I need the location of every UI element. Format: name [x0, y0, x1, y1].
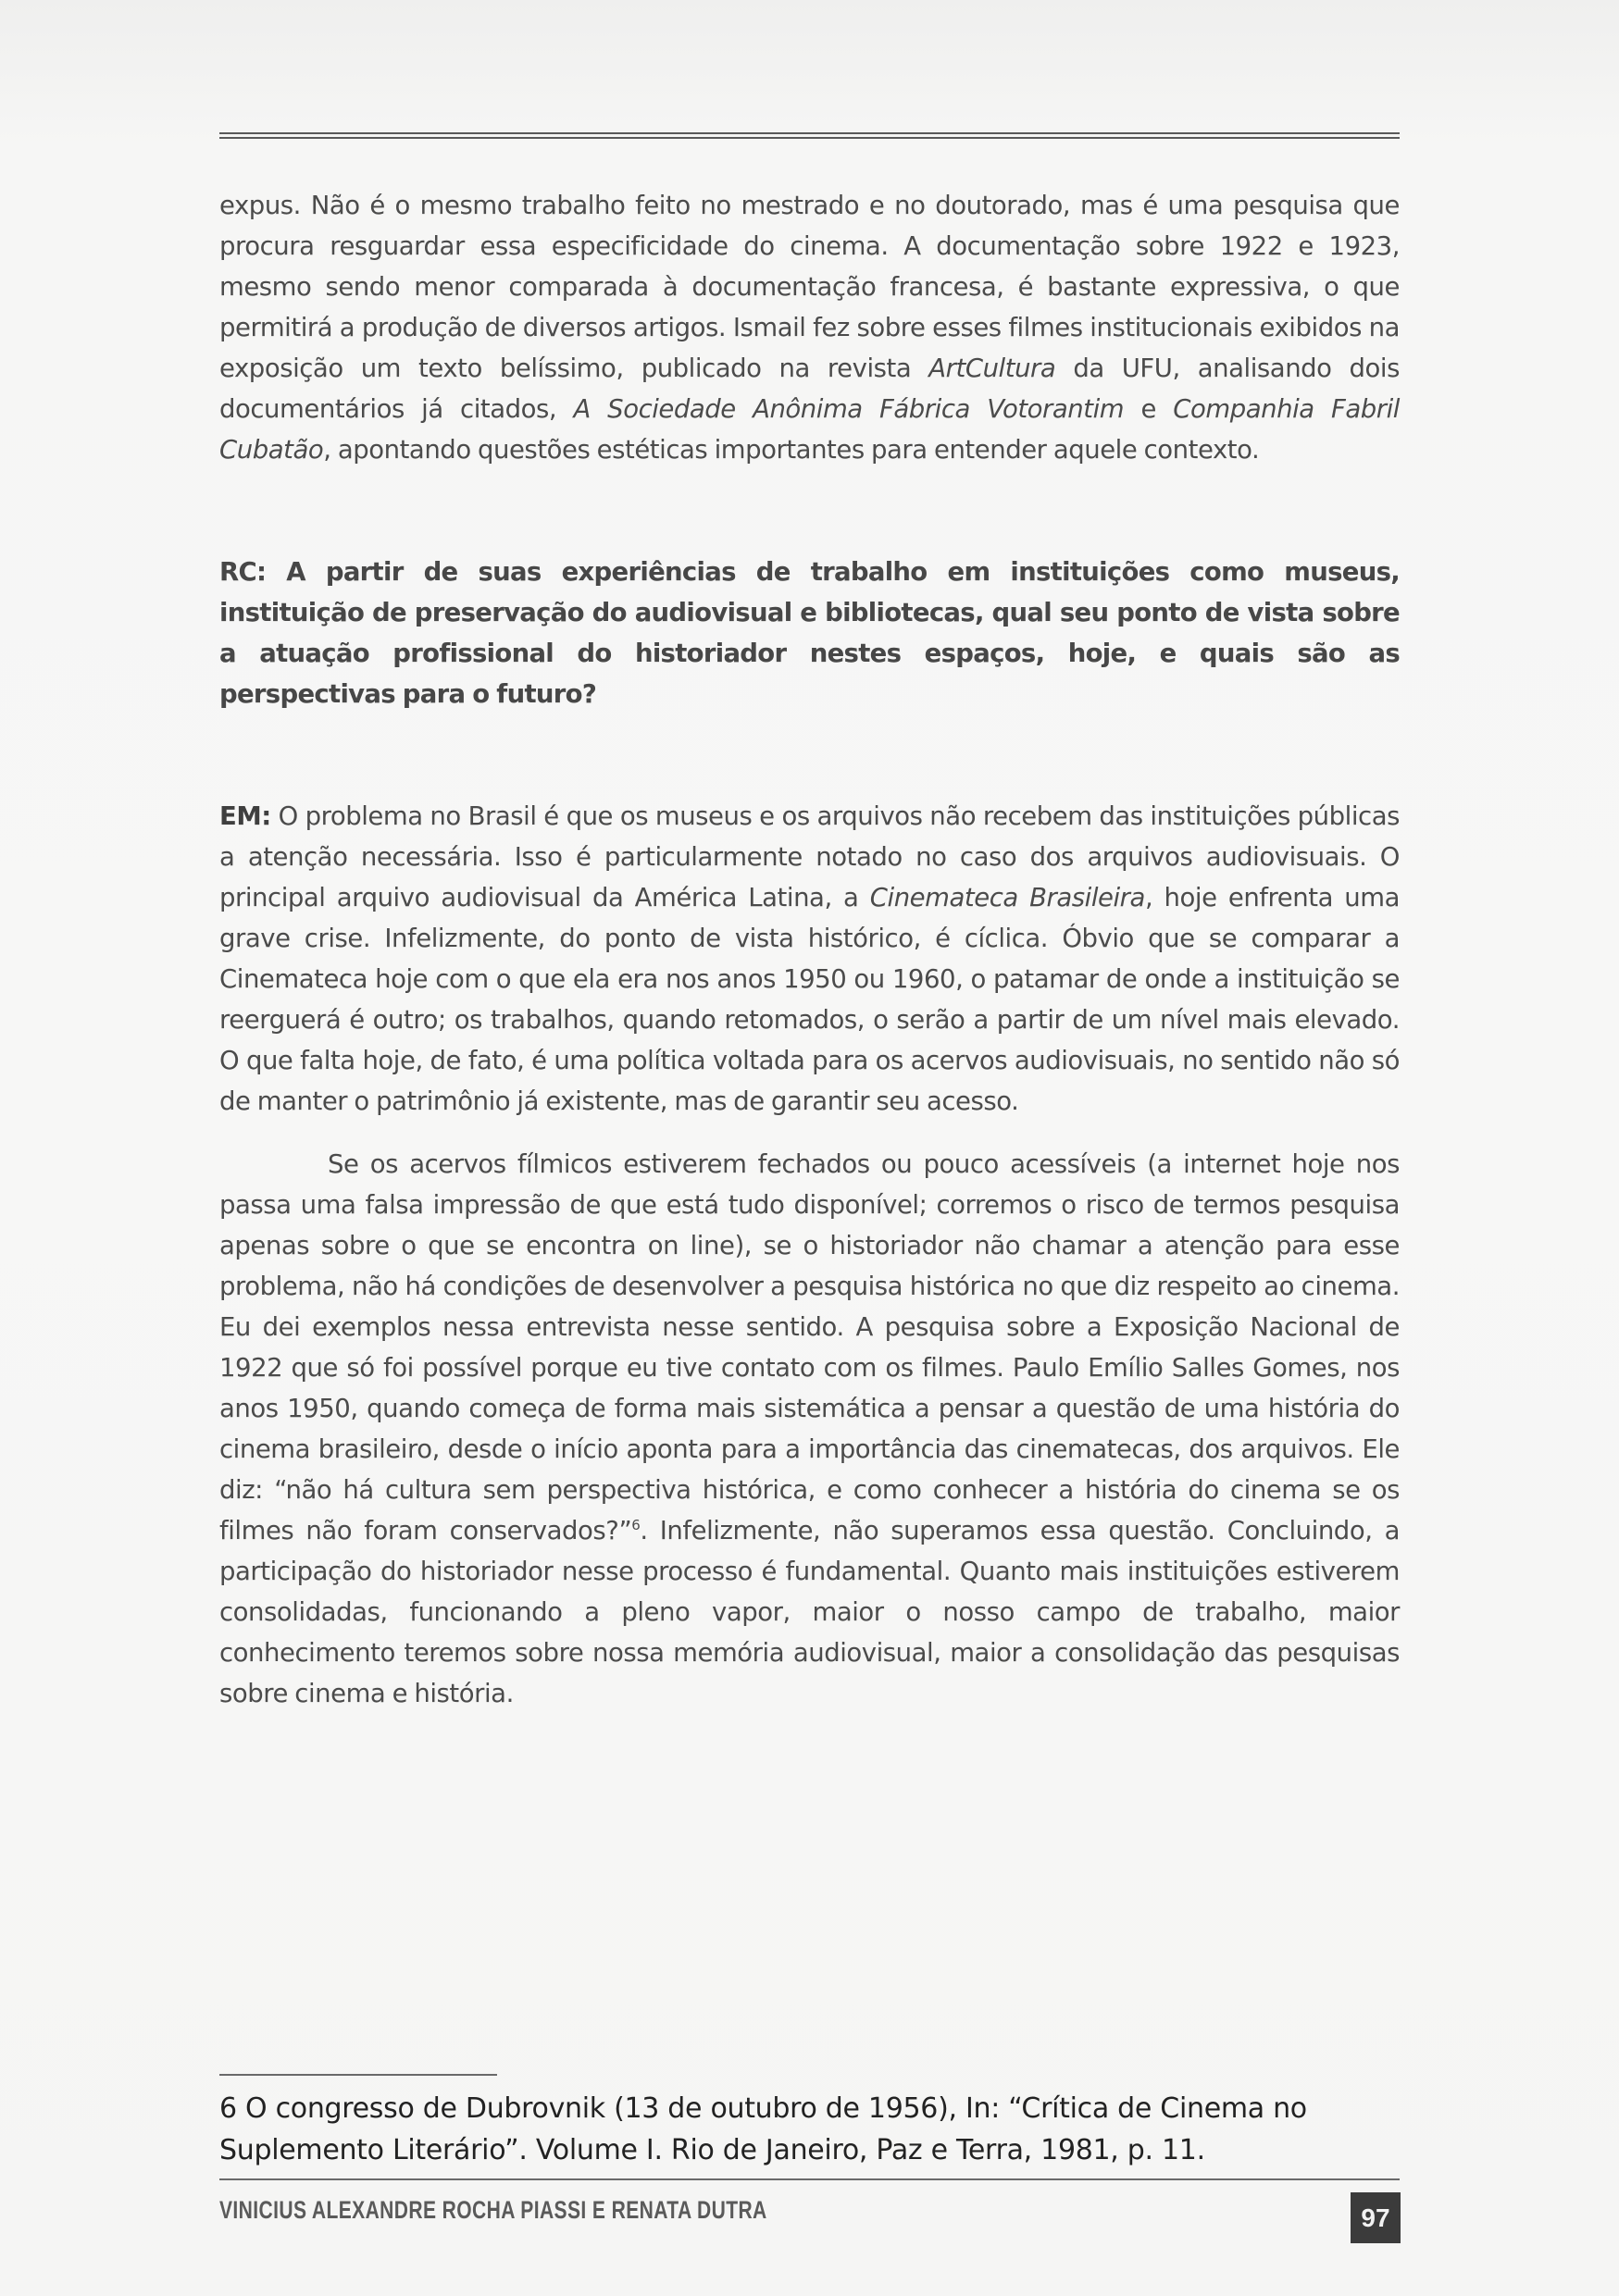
text-run: O problema no Brasil é que os museus e os arquivos não recebem das instituições públicas a atenção necessária. Isso é particularmente notado no caso dos arquivos audiovisuais. O principal arquivo audiovisual da América Latina, a [219, 801, 1400, 912]
interview-answer [219, 796, 1400, 1122]
article-body [219, 185, 1400, 1714]
text-run: , hoje enfrenta uma grave crise. Infelizmente, do ponto de vista histórico, é cíclica. Óbvio que se comparar a Cinemateca hoje com o que ela era nos anos 1950 ou 1960, o patamar de onde a instituição se reerguerá é outro; os trabalhos, quando retomados, o serão a partir de um nível mais elevado. O que falta hoje, de fato, é uma política voltada para os acervos audiovisuais, no sentido não só de manter o patrimônio já existente, mas de garantir seu acesso. [219, 883, 1400, 1116]
text-run: . Infelizmente, não superamos essa questão. Concluindo, a participação do historiador nesse processo é fundamental. Quanto mais instituições estiverem consolidadas, funcionando a pleno vapor, maior o nosso campo de trabalho, maior conhecimento teremos sobre nossa memória audiovisual, maior a consolidação das pesquisas sobre cinema e história. [219, 1516, 1400, 1708]
page-number: 97 [1351, 2192, 1401, 2243]
film-title: A Sociedade Anônima Fábrica Votorantim [573, 394, 1125, 424]
text-run: e [1124, 394, 1174, 424]
footnote: 6 O congresso de Dubrovnik (13 de outubro de 1956), In: “Crítica de Cinema no Suplemento Literário”. Volume I. Rio de Janeiro, Paz e Terra, 1981, p. 11. [219, 2092, 1307, 2166]
film-title: Companhia Fabril Cubatão [219, 394, 1400, 465]
speaker-label: EM: [219, 801, 271, 831]
institution-name: Cinemateca Brasileira [869, 883, 1145, 912]
footer-authors: VINICIUS ALEXANDRE ROCHA PIASSI E RENATA DUTRA [219, 2196, 767, 2224]
text-run: expus. Não é o mesmo trabalho feito no mestrado e no doutorado, mas é uma pesquisa que procura resguardar essa especificidade do cinema. A documentação sobre 1922 e 1923, mesmo sendo menor comparada à documentação francesa, é bastante expressiva, o que permitirá a produção de diversos artigos. Ismail fez sobre esses filmes institucionais exibidos na exposição um texto belíssimo, publicado na revista [219, 191, 1400, 383]
paragraph-continuation [219, 185, 1400, 470]
footnote-separator [219, 2074, 497, 2076]
interview-question: RC: A partir de suas experiências de trabalho em instituições como museus, instituição de preservação do audiovisual e bibliotecas, qual seu ponto de vista sobre a atuação profissional do historiador nestes espaços, hoje, e quais são as perspectivas para o futuro? [219, 557, 1400, 709]
text-run: da UFU, analisando dois documentários já citados, [219, 354, 1401, 424]
footnote-marker: 6 [631, 1516, 641, 1533]
text-run: Se os acervos fílmicos estiverem fechados ou pouco acessíveis (a internet hoje nos passa uma falsa impressão de que está tudo disponível; corremos o risco de termos pesquisa apenas sobre o que se encontra on line), se o historiador não chamar a atenção para esse problema, não há condições de desenvolver a pesquisa histórica no que diz respeito ao cinema. Eu dei exemplos nessa entrevista nesse sentido. A pesquisa sobre a Exposição Nacional de 1922 que só foi possível porque eu tive contato com os filmes. Paulo Emílio Salles Gomes, nos anos 1950, quando começa de forma mais sistemática a pensar a questão de uma história do cinema brasileiro, desde o início aponta para a importância das cinematecas, dos arquivos. Ele diz: “não há cultura sem perspectiva histórica, e como conhecer a história do cinema se os filmes não foram conservados?” [219, 1149, 1400, 1545]
footer-rule [219, 2178, 1400, 2180]
journal-title: ArtCultura [928, 354, 1056, 383]
interview-answer-continued [219, 1144, 1400, 1714]
header-double-rule [219, 132, 1400, 139]
text-run: , apontando questões estéticas importantes para entender aquele contexto. [323, 435, 1260, 465]
